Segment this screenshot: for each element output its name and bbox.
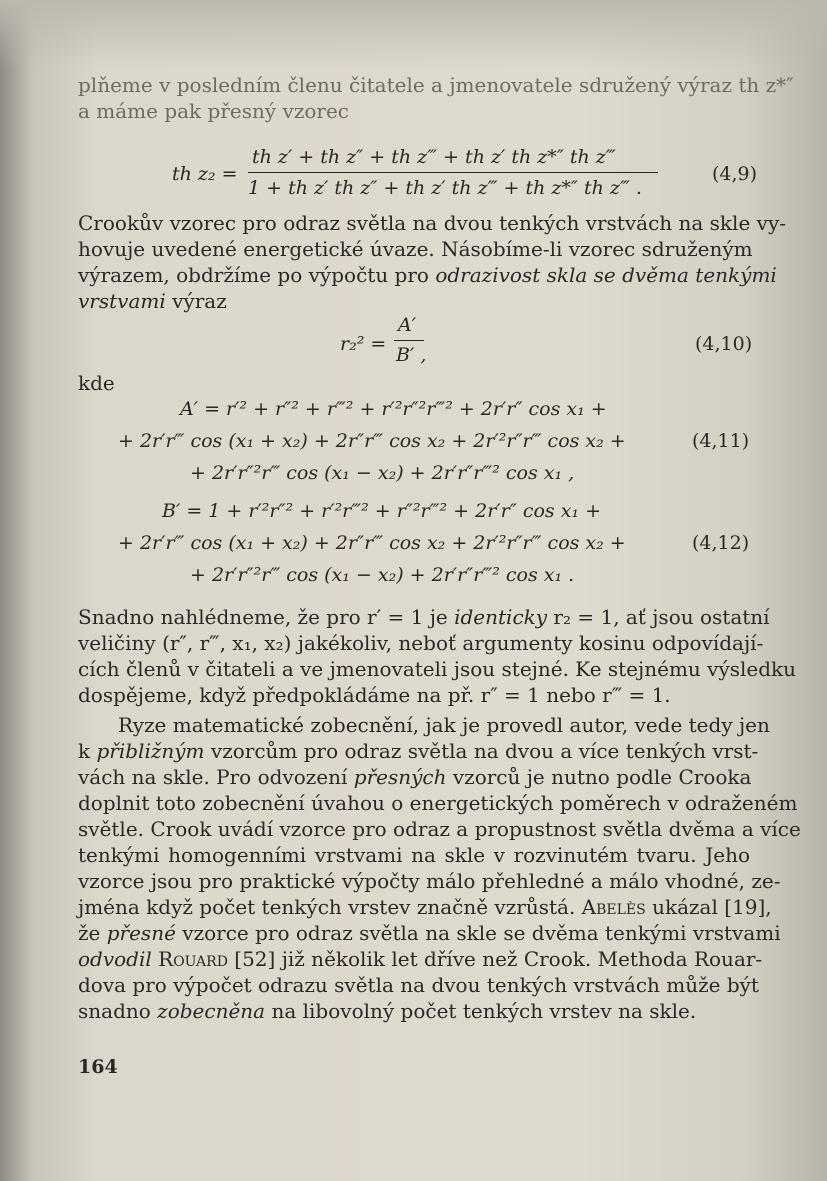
page-number: 164 <box>78 1056 118 1078</box>
eq411-line-1: A′ = r′² + r″² + r‴² + r′²r″²r‴² + 2r′r″ cos x₁ + <box>180 398 607 420</box>
para2-line-1-text: Snadno nahlédneme, že pro r′ = 1 je <box>78 605 455 629</box>
para1-line-2: hovuje uvedené energetické úvaze. Násobíme-li vzorec sdruženým <box>78 237 753 261</box>
para3-line-8-text: jména když počet tenkých vrstev značně vzrůstá. <box>78 895 582 919</box>
para3-line-3-text: vách na skle. Pro odvození <box>78 765 354 789</box>
para3-line-12 <box>78 998 750 1024</box>
para2-line-2: veličiny (r″, r‴, x₁, x₂) jakékoliv, neboť argumenty kosinu odpovídají- <box>78 631 764 655</box>
para1-line-3-italic: odrazivost skla se dvěma tenkými <box>435 263 777 287</box>
eq411-line-2: + 2r′r‴ cos (x₁ + x₂) + 2r″r‴ cos x₂ + 2r′²r″r‴ cos x₂ + <box>118 430 626 452</box>
eq410-numerator: A′ <box>398 314 417 336</box>
eq410-denominator: B′ , <box>396 344 427 366</box>
para3-line-4: doplnit toto zobecnění úvahou o energetických poměrech v odraženém <box>78 791 798 815</box>
para3-line-2-tail: vzorcům pro odraz světla na dvou a více tenkých vrst- <box>204 739 759 763</box>
para1-line-4 <box>78 288 750 314</box>
para1-line-3 <box>78 262 777 288</box>
eq410-fraction-bar <box>394 340 424 341</box>
para2-line-4: dospějeme, když předpokládáme na př. r″ = 1 nebo r‴ = 1. <box>78 683 671 707</box>
para3-line-10-tail: [52] již několik let dříve než Crook. Methoda Rouar- <box>227 947 763 971</box>
eq411-number: (4,11) <box>692 430 750 452</box>
para3-line-2-text: k <box>78 739 97 763</box>
para3-line-9-tail: vzorce pro odraz světla na skle se dvěma tenkými vrstvami <box>175 921 781 945</box>
para3-line-12-tail: na libovolný počet tenkých vrstev na skle. <box>265 999 697 1023</box>
para3-line-2-italic: přibližným <box>96 739 205 763</box>
para3-line-3 <box>78 764 750 790</box>
para3-line-11: dova pro výpočet odrazu světla na dvou tenkých vrstvách může být <box>78 973 759 997</box>
page-shadow <box>0 0 827 70</box>
intro-line-1: plňeme v posledním členu čitatele a jmenovatele sdružený výraz th z*″ <box>78 73 794 97</box>
para3-line-2 <box>78 738 759 764</box>
eq49-fraction-bar <box>248 172 658 173</box>
para2-line-1-italic: identicky <box>454 605 548 629</box>
para1-line-4-text: výraz <box>165 289 227 313</box>
para1-line-1: Crookův vzorec pro odraz světla na dvou tenkých vrstvách na skle vy- <box>78 211 786 235</box>
para3-line-6: tenkými homogenními vrstvami na skle v rozvinutém tvaru. Jeho <box>78 843 750 867</box>
para3-line-9 <box>78 920 781 946</box>
para3-line-8-tail: ukázal [19], <box>645 895 772 919</box>
para2-line-3: cích členů v čitateli a ve jmenovateli jsou stejné. Ke stejnému výsledku <box>78 657 797 681</box>
para3-line-5: světle. Crook uvádí vzorce pro odraz a propustnost světla dvěma a více <box>78 817 801 841</box>
para3-line-12-text: snadno <box>78 999 158 1023</box>
para1-line-4-italic: vrstvami <box>78 289 166 313</box>
para3-line-8 <box>78 894 772 920</box>
para3-line-10 <box>78 946 763 972</box>
eq49-lhs: th z₂ = <box>172 163 238 185</box>
para1-line-3-text: výrazem, obdržíme po výpočtu pro <box>78 263 436 287</box>
eq412-line-1: B′ = 1 + r′²r″² + r′²r‴² + r″²r‴² + 2r′r″ cos x₁ + <box>162 500 602 522</box>
para3-line-7: vzorce jsou pro praktické výpočty málo přehledné a málo vhodné, ze- <box>78 869 781 893</box>
para3-line-9-text: že <box>78 921 107 945</box>
eq412-number: (4,12) <box>692 532 750 554</box>
para2-line-1 <box>78 604 770 630</box>
para3-line-3-italic: přesných <box>353 765 447 789</box>
eq410-lhs: r₂² = <box>340 333 387 355</box>
eq411-line-3: + 2r′r″²r‴ cos (x₁ − x₂) + 2r′r″r‴² cos x₁ , <box>190 462 575 484</box>
eq412-line-2: + 2r′r‴ cos (x₁ + x₂) + 2r″r‴ cos x₂ + 2r′²r″r‴ cos x₂ + <box>118 532 626 554</box>
para3-line-10-italic: odvodil <box>78 947 152 971</box>
para2-line-1-tail: r₂ = 1, ať jsou ostatní <box>547 605 770 629</box>
para3-line-12-italic: zobecněna <box>157 999 266 1023</box>
para3-line-10-smallcaps: Rouard <box>158 947 228 971</box>
para3-line-3-tail: vzorců je nutno podle Crooka <box>446 765 752 789</box>
kde-label: kde <box>78 371 115 395</box>
eq412-line-3: + 2r′r″²r‴ cos (x₁ − x₂) + 2r′r″r‴² cos x₁ . <box>190 564 575 586</box>
para3-line-1: Ryze matematické zobecnění, jak je provedl autor, vede tedy jen <box>118 713 770 737</box>
eq410-number: (4,10) <box>695 333 753 355</box>
eq49-numerator: th z′ + th z″ + th z‴ + th z′ th z*″ th z‴ <box>252 146 616 168</box>
eq49-denominator: 1 + th z′ th z″ + th z′ th z‴ + th z*″ th z‴ . <box>248 177 642 199</box>
para3-line-9-italic: přesné <box>106 921 176 945</box>
eq49-number: (4,9) <box>712 163 758 185</box>
para3-line-8-smallcaps: Abelès <box>581 895 646 919</box>
intro-line-2: a máme pak přesný vzorec <box>78 99 350 123</box>
